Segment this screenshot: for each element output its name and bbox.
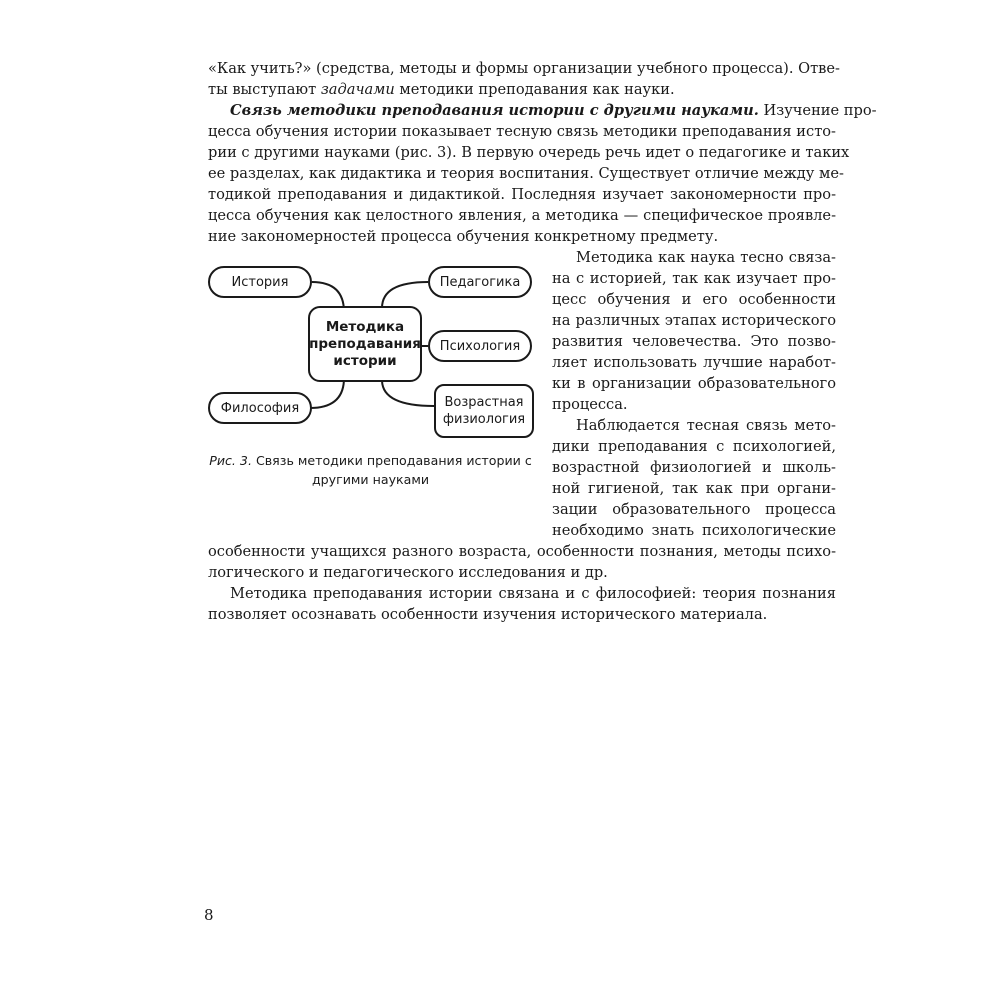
text-line: Методика как наука тесно связа- bbox=[576, 249, 836, 266]
text-line: процесса. bbox=[552, 396, 628, 413]
text-line: логического и педагогического исследования и др. bbox=[208, 564, 608, 581]
node-philosophy: Философия bbox=[208, 392, 312, 424]
text-span: Изучение про- bbox=[758, 102, 877, 119]
text-line: зации образовательного процесса bbox=[552, 501, 836, 518]
text-line: позволяет осознавать особенности изучения исторического материала. bbox=[208, 606, 768, 623]
text-line: ляет использовать лучшие наработ- bbox=[552, 354, 836, 371]
text-span: ты выступают bbox=[208, 81, 321, 98]
node-psychology: Психология bbox=[428, 330, 532, 362]
text-line: Методика преподавания истории связана и с философией: теория познания bbox=[230, 585, 836, 602]
text-line: на с историей, так как изучает про- bbox=[552, 270, 836, 287]
text-line: цесс обучения и его особенности bbox=[552, 291, 836, 308]
text-line: ние закономерностей процесса обучения конкретному предмету. bbox=[208, 228, 719, 245]
text-line: особенности учащихся разного возраста, особенности познания, методы психо- bbox=[208, 543, 836, 560]
caption-label: Рис. 3. bbox=[209, 453, 252, 468]
text-line: «Как учить?» (средства, методы и формы организации учебного процесса). Отве- bbox=[208, 60, 840, 77]
text-line: дики преподавания с психологией, bbox=[552, 438, 836, 455]
caption-text: Связь методики преподавания истории с другими науками bbox=[251, 453, 532, 487]
text-line: развития человечества. Это позво- bbox=[552, 333, 836, 350]
figure-caption bbox=[208, 451, 533, 489]
section-heading: Связь методики преподавания истории с другими науками. bbox=[230, 102, 759, 119]
text-line: ной гигиеной, так как при органи- bbox=[552, 480, 836, 497]
text-line: возрастной физиологией и школь- bbox=[552, 459, 836, 476]
emphasis-text: задачами bbox=[320, 81, 395, 98]
text-line: необходимо знать психологические bbox=[552, 522, 836, 539]
text-span: методики преподавания как науки. bbox=[394, 81, 675, 98]
text-line: тодикой преподавания и дидактикой. Последняя изучает закономерности про- bbox=[208, 186, 836, 203]
node-pedagogy: Педагогика bbox=[428, 266, 532, 298]
text-line: цесса обучения как целостного явления, а методика — специфическое проявле- bbox=[208, 207, 836, 224]
node-physiology: Возрастная физиология bbox=[434, 384, 534, 438]
text-line: Наблюдается тесная связь мето- bbox=[576, 417, 836, 434]
text-line: рии с другими науками (рис. 3). В первую очередь речь идет о педагогике и таких bbox=[208, 144, 850, 161]
section-heading-line bbox=[230, 100, 877, 121]
text-line: на различных этапах исторического bbox=[552, 312, 836, 329]
page-number: 8 bbox=[204, 906, 214, 924]
text-line: ее разделах, как дидактика и теория воспитания. Существует отличие между ме- bbox=[208, 165, 844, 182]
node-center-methodology: Методика преподавания истории bbox=[308, 306, 422, 382]
text-line bbox=[208, 79, 836, 100]
text-line: цесса обучения истории показывает тесную связь методики преподавания исто- bbox=[208, 123, 836, 140]
node-history: История bbox=[208, 266, 312, 298]
text-line: ки в организации образовательного bbox=[552, 375, 836, 392]
